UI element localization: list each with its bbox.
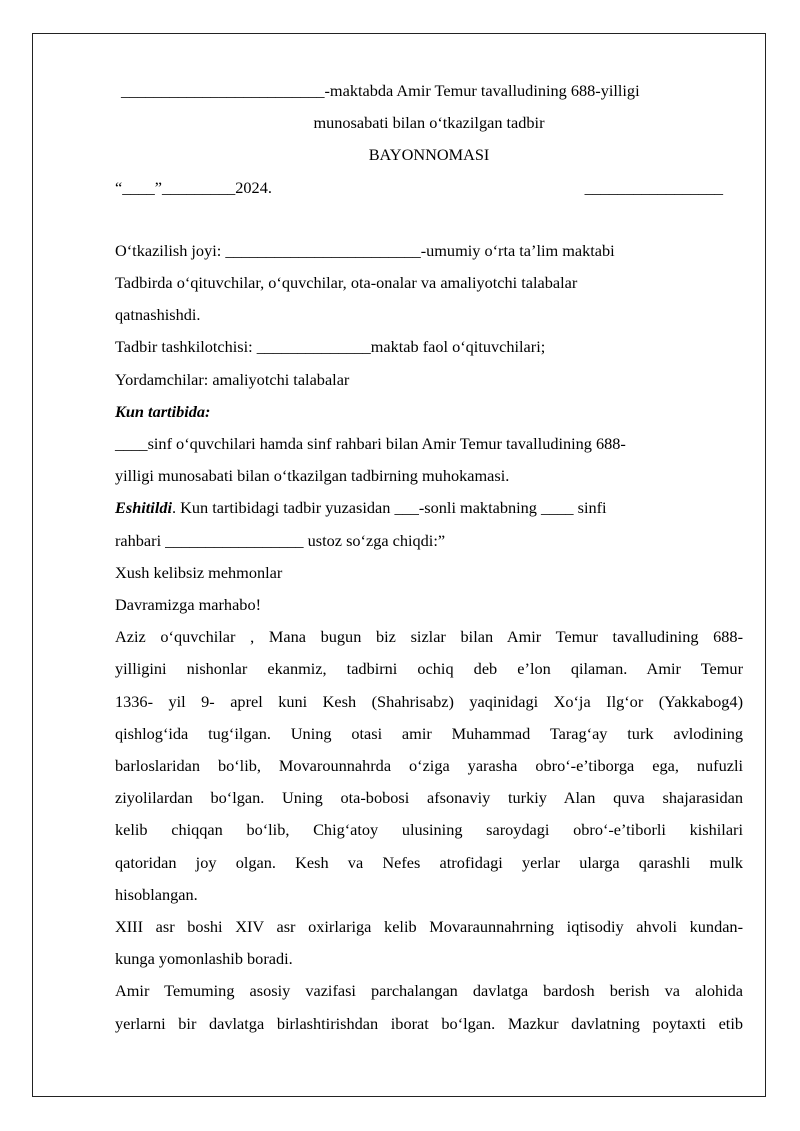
paragraph-1-line: ziyolilardan bo‘lgan. Uning ota-bobosi afsonaviy turkiy Alan quva shajarasidan	[115, 788, 743, 808]
greeting-line-1: Xush kelibsiz mehmonlar	[115, 562, 283, 582]
paragraph-1-last-line: hisoblangan.	[115, 884, 198, 904]
participants-line-1: Tadbirda o‘qituvchilar, o‘quvchilar, ota-onalar va amaliyotchi talabalar	[115, 273, 578, 293]
paragraph-1-line: 1336- yil 9- aprel kuni Kesh (Shahrisabz) yaqinidagi Xo‘ja Ilg‘or (Yakkabog4)	[115, 691, 743, 711]
agenda-line-1: ____sinf o‘quvchilari hamda sinf rahbari bilan Amir Temur tavalludining 688-	[115, 434, 626, 454]
heard-line	[115, 492, 743, 524]
greeting-line-2: Davramizga marhabo!	[115, 595, 262, 615]
paragraph-1-line: kelib chiqqan bo‘lib, Chig‘atoy ulusining saroydagi obro‘-e’tiborli kishilari	[115, 820, 743, 840]
paragraph-3-line: yerlarni bir davlatga birlashtirishdan iborat bo‘lgan. Mazkur davlatning poytaxti etib	[115, 1013, 743, 1033]
paragraph-1-line: Aziz o‘quvchilar , Mana bugun biz sizlar bilan Amir Temur tavalludining 688-	[115, 627, 743, 647]
date-row	[115, 172, 743, 204]
agenda-line-2: yilligi munosabati bilan o‘tkazilgan tadbirning muhokamasi.	[115, 466, 510, 486]
spacer	[115, 204, 743, 235]
participants-line-2: qatnashishdi.	[115, 305, 201, 325]
organizer-line: Tadbir tashkilotchisi: ______________maktab faol o‘qituvchilari;	[115, 337, 546, 357]
document-body	[115, 75, 743, 1040]
paragraph-2-line: XIII asr boshi XIV asr oxirlariga kelib Movaraunnahrning iqtisodiy ahvoli kundan-	[115, 917, 743, 937]
assistants-line: Yordamchilar: amaliyotchi talabalar	[115, 369, 350, 389]
date-field: “____”_________2024.	[115, 177, 272, 197]
paragraph-1-line: qishlog‘ida tug‘ilgan. Uning otasi amir Muhammad Tarag‘ay turk avlodining	[115, 723, 743, 743]
venue-line: O‘tkazilish joyi: ________________________-umumiy o‘rta ta’lim maktabi	[115, 240, 615, 260]
signature-blank: _________________	[584, 177, 723, 197]
heard-text: . Kun tartibidagi tadbir yuzasidan ___-sonli maktabning ____ sinfi	[172, 498, 607, 518]
paragraph-2-last-line: kunga yomonlashib boradi.	[115, 949, 293, 969]
agenda-heading: Kun tartibida:	[115, 401, 211, 421]
paragraph-1-line: qatoridan joy olgan. Kesh va Nefes atrofidagi yerlar ularga qarashli mulk	[115, 852, 743, 872]
title-line-2: munosabati bilan o‘tkazilgan tadbir	[313, 113, 545, 133]
paragraph-3-line: Amir Temuming asosiy vazifasi parchalangan davlatga bardosh berish va alohida	[115, 981, 743, 1001]
document-title: BAYONNOMASI	[368, 145, 490, 165]
paragraph-1-line: yilligini nishonlar ekanmiz, tadbirni ochiq deb e’lon qilaman. Amir Temur	[115, 659, 743, 679]
paragraph-1-line: barloslaridan bo‘lib, Movarounnahrda o‘ziga yarasha obro‘-e’tiborga ega, nufuzli	[115, 756, 743, 776]
title-line-1: _________________________-maktabda Amir Temur tavalludining 688-yilligi	[121, 81, 640, 100]
heard-label: Eshitildi	[115, 498, 173, 518]
heard-line-2: rahbari _________________ ustoz so‘zga chiqdi:”	[115, 530, 446, 550]
